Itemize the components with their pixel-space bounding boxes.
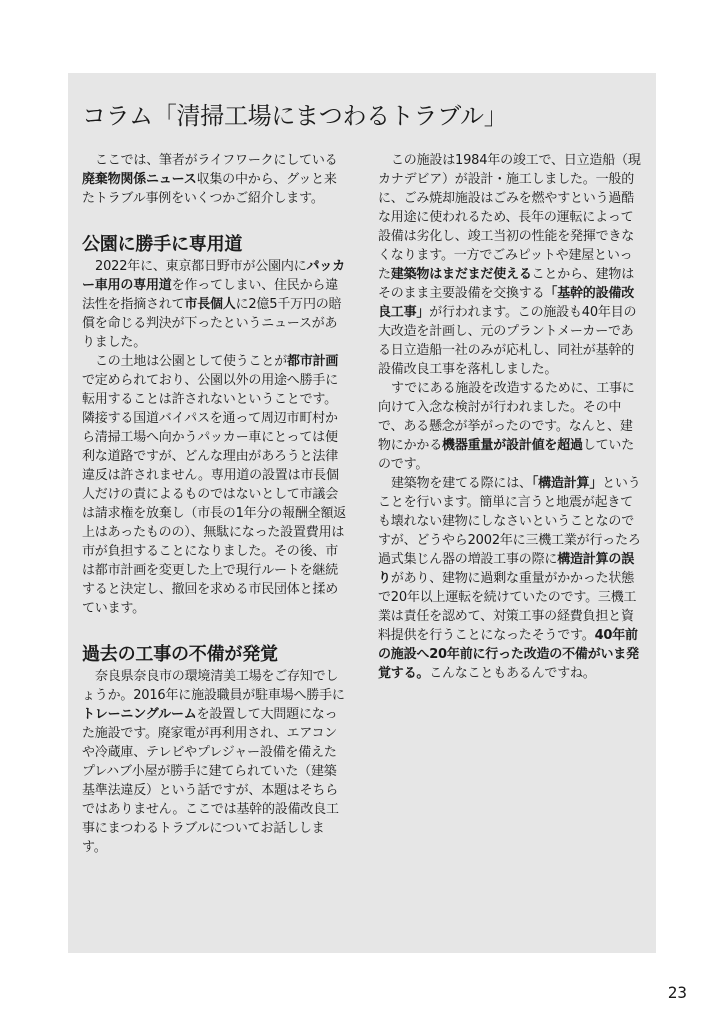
s2p2-bold-2: 「基幹的設備改良工事」: [378, 286, 635, 320]
s1p1-bold-2: 市長個人: [184, 297, 236, 312]
intro-bold-1: 廃棄物関係ニュース: [82, 172, 197, 187]
intro-paragraph: [82, 151, 348, 208]
park-road-paragraph-1: [82, 257, 348, 352]
s2p4-bold-1: 「構造計算」: [531, 476, 603, 491]
s1p1-text-3: に2億5千万円の賠償を命じる判決が下ったというニュースがありました。: [82, 297, 342, 350]
left-column: [82, 151, 348, 857]
page-number: 23: [667, 983, 687, 1002]
section-heading-past-defect: 過去の工事の不備が発覚: [82, 644, 278, 665]
past-defect-paragraph-4: [378, 474, 644, 683]
s1p2-bold-1: 都市計画: [287, 354, 339, 369]
section-heading-park-road: 公園に勝手に専用道: [82, 234, 243, 255]
s2p3-text-2: していたのです。: [378, 438, 635, 472]
right-column: [378, 151, 644, 683]
s2p2-bold-1: 建築物はまだまだ使える: [390, 267, 532, 282]
s2p3-text-1: すでにある施設を改造するために、工事に向けて入念な検討が行われました。その中で、ある懸念が挙がったのです。なんと、建物にかかる: [378, 381, 635, 453]
s1p1-text-2: を作ってしまい、住民から違法性を指摘されて: [82, 278, 339, 312]
s2p4-text-3: があり、建物に過剰な重量がかかった状態で20年以上運転を続けていたのです。三機工業は責任を認めて、対策工事の経費負担と資料提供を行うことになったそうです。: [378, 571, 637, 643]
s2p2-text-2: ことから、建物はそのまま主要設備を交換する: [378, 267, 635, 301]
past-defect-paragraph-1: [82, 667, 348, 857]
past-defect-paragraph-2: [378, 151, 644, 379]
s2p1-text-2: を設置して大問題になった施設です。廃家電が再利用され、エアコンや冷蔵庫、テレビやプレジャー設備を備えたプレハブ小屋が勝手に建てられていた（建築基準法違反）という話ですが、本題はそちらではありません。ここでは基幹的設備改良工事にまつわるトラブルについてお話しします。: [82, 707, 339, 855]
s2p3-bold-1: 機器重量が設計値を超過: [442, 438, 583, 453]
past-defect-paragraph-3: [378, 379, 644, 474]
s1p2-text-2: で定められており、公園以外の用途へ勝手に転用することは許されないということです。隣接する国道バイパスを通って周辺市町村から清掃工場へ向かうパッカー車にとっては便利な道路ですが、どんな理由があろうと法律違反は許されません。専用道の設置は市長個人だけの責によるものではないとして市議会は請求権を放棄し（市長の1年分の報酬全額返上はあったものの）、無駄になった設置費用は市が負担することになりました。その後、市は都市計画を変更した上で現行ルートを継続すると決定し、撤回を求める市民団体と揉めています。: [82, 373, 347, 616]
park-road-paragraph-2: [82, 352, 348, 618]
s2p2-text-1: この施設は1984年の竣工で、日立造船（現カナデビア）が設計・施工しました。一般的に、ごみ焼却施設はごみを燃やすという過酷な用途に使われるため、長年の運転によって設備は劣化し、竣工当初の性能を発揮できなくなります。一方でごみピットや建屋といった: [378, 153, 641, 282]
intro-text-1: ここでは、筆者がライフワークにしている: [95, 153, 338, 168]
s2p2-text-3: が行われます。この施設も40年目の大改造を計画し、元のプラントメーカーである日立造船一社のみが応札し、同社が基幹的設備改良工事を落札しました。: [378, 305, 637, 377]
s2p1-text-1: 奈良県奈良市の環境清美工場をご存知でしょうか。2016年に施設職員が駐車場へ勝手に: [82, 669, 345, 703]
s2p4-text-4: こんなこともあるんですね。: [429, 666, 596, 681]
s1p1-bold-1: パッカー車用の専用道: [82, 259, 345, 293]
s2p4-text-1: 建築物を建てる際には、: [391, 476, 532, 491]
column-title: コラム「清掃工場にまつわるトラブル」: [82, 102, 508, 130]
s2p4-text-2: ということを行います。簡単に言うと地震が起きても壊れない建物にしなさいということなのですが、どうやら2002年に三機工業が行ったろ過式集じん器の増設工事の際に: [378, 476, 641, 567]
intro-text-2: 収集の中から、グッと来たトラブル事例をいくつかご紹介します。: [82, 172, 337, 206]
s1p1-text-1: 2022年に、東京都日野市が公園内に: [95, 259, 307, 274]
s2p1-bold-1: トレーニングルーム: [82, 707, 197, 722]
s1p2-text-1: この土地は公園として使うことが: [95, 354, 288, 369]
s2p4-bold-2: 構造計算の誤り: [378, 552, 635, 586]
s2p4-bold-3: 40年前の施設へ20年前に行った改造の不備がいま発覚する。: [378, 628, 639, 681]
